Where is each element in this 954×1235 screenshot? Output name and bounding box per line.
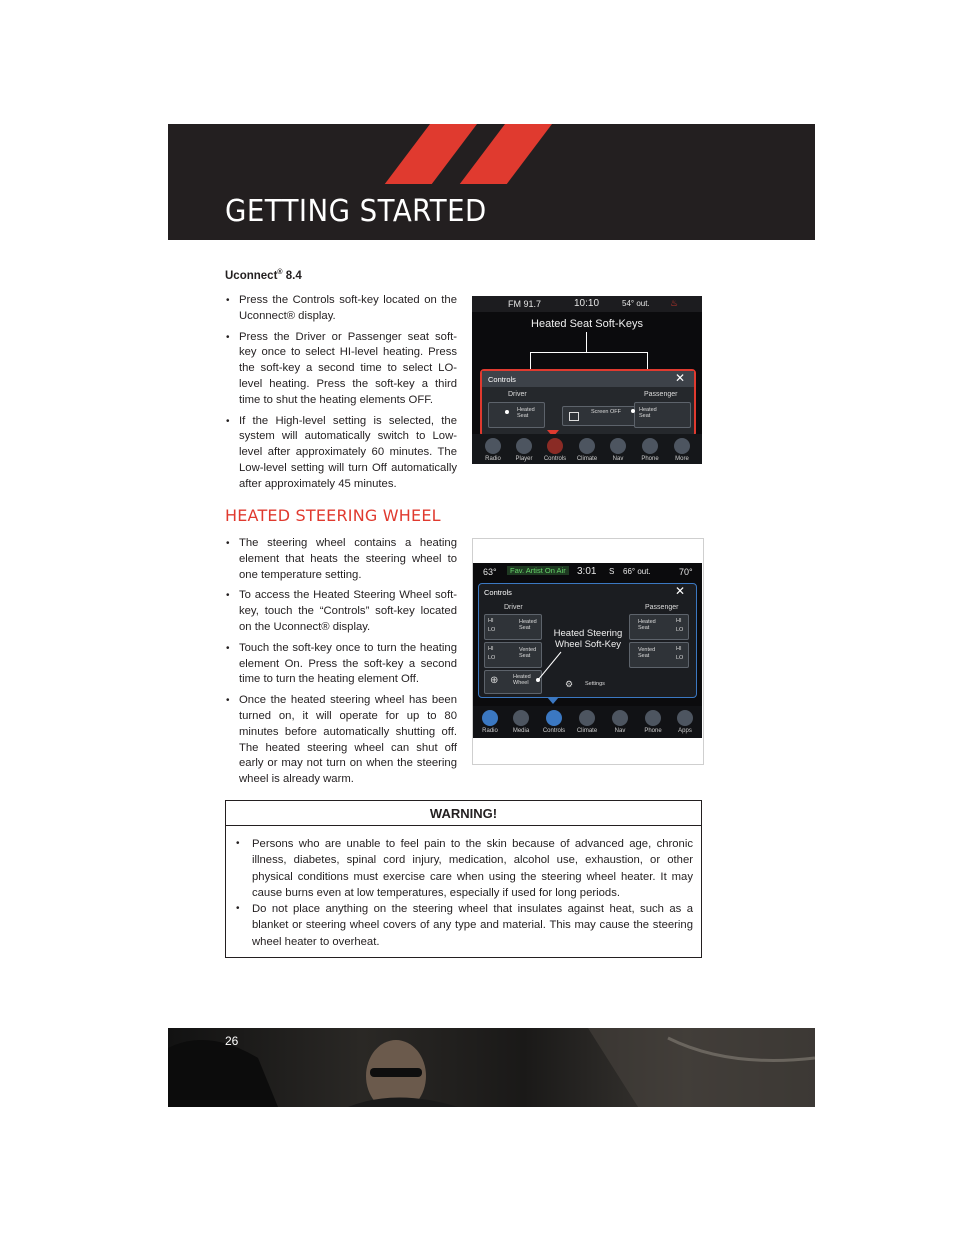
list-item: • The steering wheel contains a heating element that heats the steering wheel to one temperature setting.	[225, 536, 457, 583]
heated-wheel-button[interactable]: ⊕ Heated Wheel	[484, 670, 542, 694]
warning-title: WARNING!	[226, 801, 701, 826]
section-title: HEATED STEERING WHEEL	[225, 506, 441, 525]
list-item: • Press the Driver or Passenger seat soft-key once to select HI-level heating. Press the soft-key a second time to select LO-level heating. Press the soft-key a third time to shut the heating elements OFF.	[225, 330, 457, 409]
page-title: GETTING STARTED	[225, 194, 487, 229]
uconnect-screenshot-wheel	[473, 563, 702, 738]
panel-title: Controls	[488, 375, 516, 384]
panel-title: Controls	[484, 588, 512, 597]
driver-heated-seat-button[interactable]: Heated Seat	[488, 402, 545, 428]
driver-label: Driver	[504, 604, 523, 611]
compass: S	[609, 567, 615, 576]
dock-phone[interactable]: Phone	[638, 710, 668, 734]
passenger-vented-seat-button[interactable]: Vented Seat HI LO	[629, 642, 689, 668]
warning-box	[225, 800, 702, 958]
callout-label: Heated Steering Wheel Soft-Key	[553, 628, 623, 650]
radio-station: FM 91.7	[508, 299, 542, 309]
dock-media[interactable]: Media	[506, 710, 536, 734]
gear-icon: ⚙	[565, 679, 574, 689]
clock: 10:10	[574, 298, 600, 309]
header-stripe	[385, 124, 477, 184]
outside-temp: 54° out.	[622, 299, 650, 308]
page-number: 26	[225, 1034, 239, 1048]
dock	[473, 706, 702, 738]
warning-item: • Do not place anything on the steering wheel that insulates against heat, such as a blanket or steering wheel covers of any type and material. This may cause the steering wheel heater to overheat.	[236, 901, 693, 950]
settings-button[interactable]: Settings	[585, 681, 605, 687]
driver-label: Driver	[508, 391, 527, 398]
dock-radio[interactable]: Radio	[475, 710, 505, 734]
dock-radio[interactable]: Radio	[478, 438, 508, 462]
controls-panel	[480, 369, 696, 437]
callout-label: Heated Seat Soft-Keys	[531, 318, 643, 330]
passenger-heated-seat-button[interactable]: Heated Seat HI LO	[629, 614, 689, 640]
steering-wheel-icon: ⊕	[490, 675, 499, 686]
screen-off-button[interactable]: Screen OFF	[562, 406, 636, 426]
footer-photo	[168, 1028, 815, 1107]
driver-vented-seat-button[interactable]: HI LO Vented Seat	[484, 642, 542, 668]
dock-climate[interactable]: Climate	[572, 710, 602, 734]
heat-icon: ♨	[670, 298, 679, 308]
dock-controls[interactable]: Controls	[539, 710, 569, 734]
header-stripe	[460, 124, 552, 184]
now-playing: Fav. Artist On Air	[507, 566, 569, 575]
page-header	[168, 124, 815, 240]
dock-nav[interactable]: Nav	[603, 438, 633, 462]
controls-panel	[478, 583, 697, 698]
clock: 3:01	[577, 566, 597, 577]
driver-heated-seat-button[interactable]: HI LO Heated Seat	[484, 614, 542, 640]
callout-arrow	[535, 650, 565, 684]
dock-phone[interactable]: Phone	[635, 438, 665, 462]
passenger-label: Passenger	[644, 391, 678, 398]
dock	[472, 434, 702, 464]
list-item: • Once the heated steering wheel has been turned on, it will operate for up to 80 minutes before automatically shutting off. The heated steering wheel can shut off early or may not turn on when the steering wheel is already warm.	[225, 693, 457, 788]
dock-climate[interactable]: Climate	[572, 438, 602, 462]
close-icon[interactable]: ✕	[675, 371, 686, 385]
dock-more[interactable]: More	[667, 438, 697, 462]
outside-temp: 66° out.	[623, 567, 651, 576]
driver-photo	[168, 1028, 815, 1107]
dock-controls[interactable]: Controls	[540, 438, 570, 462]
uconnect-screenshot-seats	[472, 296, 702, 464]
list-item: • Press the Controls soft-key located on the Uconnect® display.	[225, 293, 457, 325]
uconnect-heading: Uconnect® 8.4	[225, 269, 302, 282]
list-item: • Touch the soft-key once to turn the heating element On. Press the soft-key a second time to turn the heating element Off.	[225, 641, 457, 688]
uconnect-bullets	[225, 293, 457, 498]
dock-nav[interactable]: Nav	[605, 710, 635, 734]
warning-item: • Persons who are unable to feel pain to the skin because of advanced age, chronic illness, diabetes, spinal cord injury, medication, alcohol use, exhaustion, or other physical conditions must exercise care when using the steering wheel heater. It may cause burns even at low temperatures, especially if used for long periods.	[236, 836, 693, 901]
driver-temp: 63°	[483, 567, 497, 577]
passenger-temp: 70°	[679, 567, 693, 577]
passenger-heated-seat-button[interactable]: Heated Seat	[634, 402, 691, 428]
passenger-label: Passenger	[645, 604, 679, 611]
dock-player[interactable]: Player	[509, 438, 539, 462]
steering-bullets	[225, 536, 457, 793]
dock-apps[interactable]: Apps	[670, 710, 700, 734]
list-item: • If the High-level setting is selected, the system will automatically switch to Low-level after approximately 60 minutes. The Low-level setting will turn Off automatically after approximately 45 minutes.	[225, 414, 457, 493]
list-item: • To access the Heated Steering Wheel soft-key, touch the “Controls” soft-key located on the Uconnect® display.	[225, 588, 457, 635]
close-icon[interactable]: ✕	[675, 584, 686, 598]
